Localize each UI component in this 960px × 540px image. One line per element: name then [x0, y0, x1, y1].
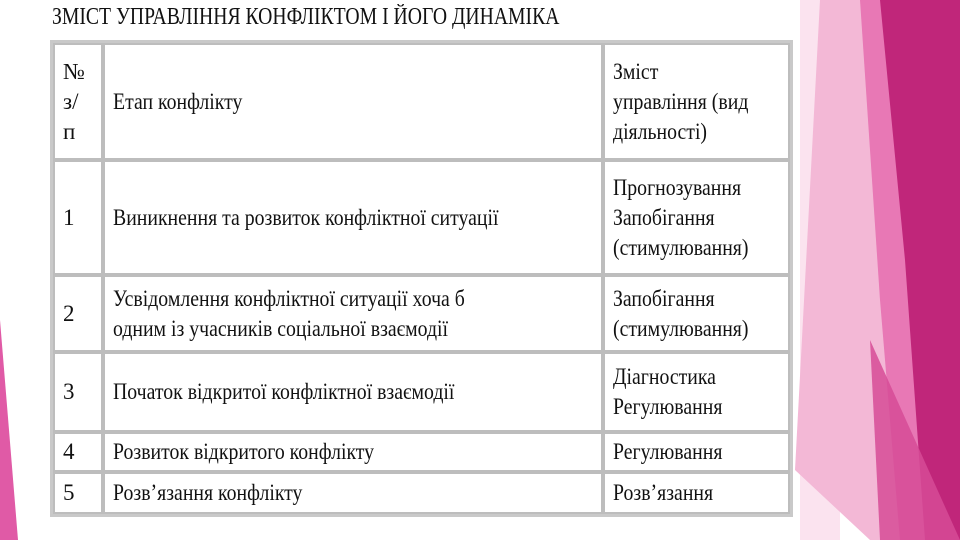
conflict-management-table — [50, 40, 793, 517]
header-num: № з/ п — [53, 43, 103, 160]
pink-arrow-left — [0, 320, 18, 540]
table-row: 1 Виникнення та розвиток конфліктної ситуації Прогнозування Запобігання (стимулювання) — [53, 160, 790, 275]
table-row: 4 Розвиток відкритого конфлікту Регулювання — [53, 432, 790, 472]
table-row: 5 Розв’язання конфлікту Розв’язання — [53, 472, 790, 514]
header-content: Зміст управління (вид діяльності) — [603, 43, 790, 160]
header-stage: Етап конфлікту — [103, 43, 603, 160]
table-header-row — [53, 43, 790, 160]
table-row: 2 Усвідомлення конфліктної ситуації хоча б одним із учасників соціальної взаємодії Запобігання (стимулювання) — [53, 275, 790, 352]
table-row: 3 Початок відкритої конфліктної взаємодії Діагностика Регулювання — [53, 352, 790, 432]
slide-title: ЗМІСТ УПРАВЛІННЯ КОНФЛІКТОМ І ЙОГО ДИНАМІКА — [52, 4, 560, 30]
slide-content — [44, 0, 795, 518]
